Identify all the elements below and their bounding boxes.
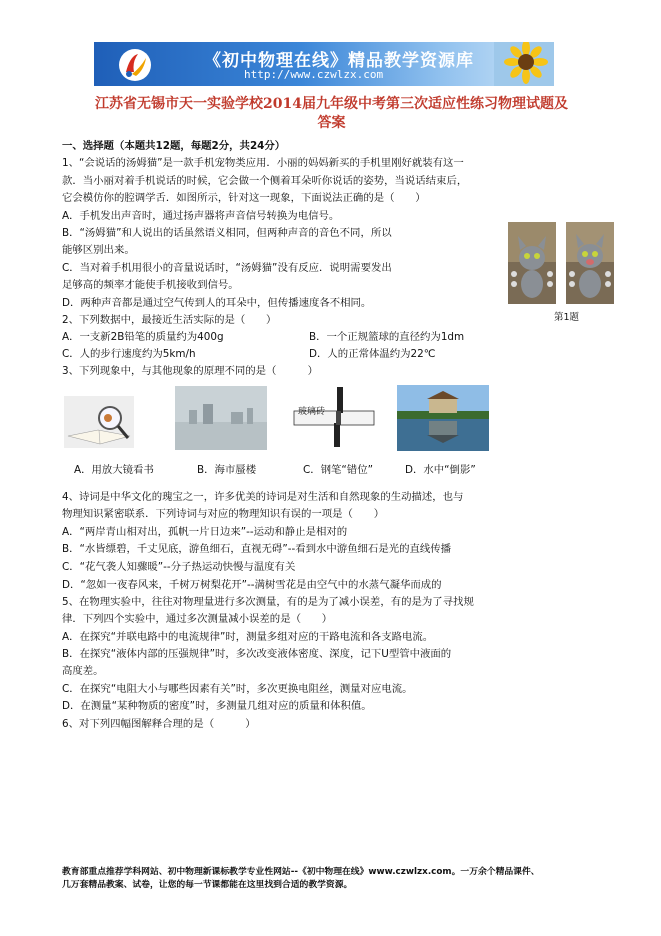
q5-stem-line2: 律．下列四个实验中，通过多次测量减小误差的是（ ）: [62, 613, 333, 625]
sunflower-icon: [494, 42, 554, 86]
tom-cat-phone-image-1: [508, 222, 556, 304]
q4-option-c: C．“花气袭人知骤暖”--分子热运动快慢与温度有关: [62, 561, 296, 573]
q5-option-d: D．在测量“某种物质的密度”时，多测量几组对应的质量和体积值。: [62, 700, 372, 712]
glass-brick-label: 玻璃砖: [298, 407, 326, 417]
footer-line2: 几万套精品教案、试卷，让您的每一节课都能在这里找到合适的教学资源。: [62, 880, 353, 890]
q1-option-d: D．两种声音都是通过空气传到人的耳朵中，但传播速度各不相同。: [62, 297, 372, 309]
q4-stem-line2: 物理知识紧密联系．下列诗词与对应的物理知识有误的一项是（ ）: [62, 508, 385, 520]
mirage-image: [175, 386, 267, 450]
q5-option-a: A．在探究“并联电路中的电流规律”时，测量多组对应的干路电流和各支路电流。: [62, 631, 434, 643]
q1-option-b-line2: 能够区别出来。: [62, 244, 135, 256]
q4-option-a: A．“两岸青山相对出，孤帆一片日边来”--运动和静止是相对的: [62, 526, 348, 538]
q1-stem-line2: 款．当小丽对着手机说话的时候，它会做一个侧着耳朵听你说话的姿势，当说话结束后，: [62, 175, 468, 187]
q4-option-b: B．“水皆缥碧，千丈见底，游鱼细石，直视无碍”--看到水中游鱼细石是光的直线传播: [62, 543, 452, 555]
q4-stem-line1: 4、诗词是中华文化的瑰宝之一，许多优美的诗词是对生活和自然现象的生动描述，也与: [62, 491, 464, 503]
banner-title: 《初中物理在线》精品教学资源库: [204, 51, 474, 71]
q3-stem: 3、下列现象中，与其他现象的原理不同的是（ ）: [62, 365, 318, 377]
q1-stem-line1: 1、“会说话的汤姆猫”是一款手机宠物类应用．小丽的妈妈新买的手机里刚好就装有这一: [62, 157, 464, 169]
q5-option-c: C．在探究“电阻大小与哪些因素有关”时，多次更换电阻丝，测量对应电流。: [62, 683, 413, 695]
magnifier-book-image: [64, 396, 134, 448]
q1-stem-line3: 它会模仿你的腔调学舌．如图所示，针对这一现象，下面说法正确的是（ ）: [62, 192, 426, 204]
q3-option-b: B．海市蜃楼: [197, 464, 257, 476]
section-heading: 一、选择题（本题共12题，每题2分，共24分）: [62, 140, 286, 152]
q5-stem-line1: 5、在物理实验中，往往对物理量进行多次测量，有的是为了减小误差，有的是为了寻找规: [62, 596, 474, 608]
q1-figure-label: 第1题: [554, 312, 580, 323]
q3-option-d: D．水中“倒影”: [405, 464, 476, 476]
banner-url[interactable]: http://www.czwlzx.com: [244, 68, 384, 81]
header-banner: [94, 42, 554, 86]
tom-cat-phone-image-2: [566, 222, 614, 304]
q5-option-b-line1: B．在探究“液体内部的压强规律”时，多次改变液体密度、深度，记下U型管中液面的: [62, 648, 452, 660]
document-title-line1: 江苏省无锡市天一实验学校2014届九年级中考第三次适应性练习物理试题及: [95, 96, 568, 112]
q2-stem: 2、下列数据中，最接近生活实际的是（ ）: [62, 314, 277, 326]
glass-brick-pen-image: [290, 385, 378, 451]
site-logo-icon: [118, 48, 152, 82]
q4-option-d: D．“忽如一夜春风来，千树万树梨花开”--满树雪花是由空气中的水蒸气凝华而成的: [62, 579, 442, 591]
q6-stem: 6、对下列四幅图解释合理的是（ ）: [62, 718, 256, 730]
q5-option-b-line2: 高度差。: [62, 665, 104, 677]
water-reflection-pavilion-image: [397, 385, 489, 451]
q2-option-b: B．一个正规篮球的直径约为1dm: [309, 331, 465, 343]
footer-line1: 教育部重点推荐学科网站、初中物理新课标教学专业性网站--《初中物理在线》www.czwlzx.com。一万余个精品课件、: [62, 867, 540, 877]
document-title-line2: 答案: [317, 115, 346, 131]
q3-option-a: A．用放大镜看书: [74, 464, 154, 476]
q2-option-d: D．人的正常体温约为22℃: [309, 348, 436, 360]
q1-option-c-line2: 足够高的频率才能使手机接收到信号。: [62, 279, 239, 291]
q2-option-a: A．一支新2B铅笔的质量约为400g: [62, 331, 224, 343]
q2-option-c: C．人的步行速度约为5km/h: [62, 348, 196, 360]
q1-option-a: A．手机发出声音时，通过扬声器将声音信号转换为电信号。: [62, 210, 340, 222]
q1-option-b-line1: B．“汤姆猫”和人说出的话虽然语义相同，但两种声音的音色不同，所以: [62, 227, 392, 239]
q1-option-c-line1: C．当对着手机用很小的音量说话时，“汤姆猫”没有反应．说明需要发出: [62, 262, 392, 274]
q3-option-c: C．钢笔“错位”: [303, 464, 373, 476]
